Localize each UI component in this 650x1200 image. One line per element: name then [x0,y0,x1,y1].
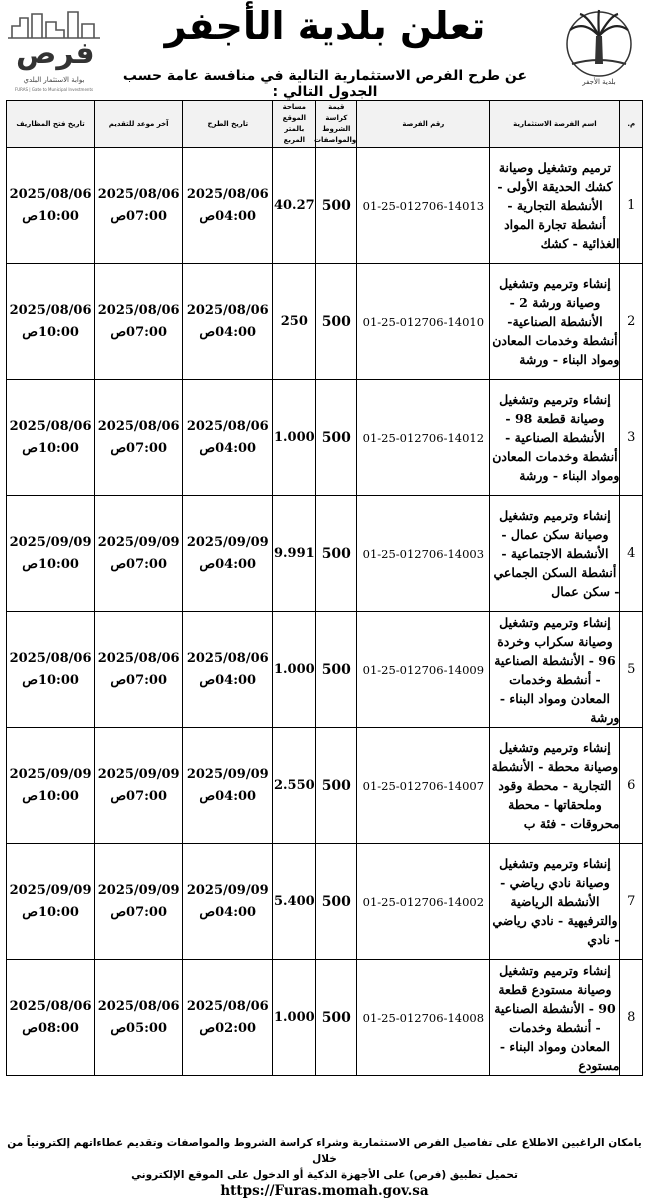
offer-date [183,844,273,960]
deadline-date: 2025/08/06 [97,418,180,434]
table-row [7,380,643,496]
booklet-value: 500 [316,844,357,960]
header-value: قيمة كراسة الشروط والمواصفات [316,101,357,148]
opening-date [7,612,95,728]
deadline-time: 07:00ص [110,208,168,224]
row-index: 4 [620,496,643,612]
offer-date-date: 2025/08/06 [186,302,269,318]
opening-date [7,380,95,496]
row-index: 1 [620,148,643,264]
opportunity-name: إنشاء وترميم وتشغيل وصيانة سكراب وخردة 96 - الأنشطة الصناعية - أنشطة وخدمات المعادن ومواد البناء - ورشة [490,612,620,728]
furas-logo [6,8,102,90]
opening-date [7,844,95,960]
site-area: 250 [273,264,316,380]
offer-date [183,960,273,1076]
opening-date-date: 2025/09/09 [9,766,92,782]
opportunity-code: 01-25-012706-14010 [357,264,490,380]
deadline [95,380,183,496]
site-area: 1.000 [273,612,316,728]
table-row [7,148,643,264]
table-row [7,728,643,844]
table-row [7,264,643,380]
offer-date [183,380,273,496]
opportunity-name: إنشاء وترميم وتشغيل وصيانة محطة - الأنشطة التجارية - محطة وقود وملحقاتها - محطة محروقات - فئة ب [490,728,620,844]
header-deadline: آخر موعد للتقديم [95,101,183,148]
opportunity-name: إنشاء وترميم وتشغيل وصيانة ورشة 2 - الأنشطة الصناعية- أنشطة وخدمات المعادن ومواد البناء - ورشة [490,264,620,380]
header-opening: تاريخ فتح المظاريف [7,101,95,148]
table-row [7,844,643,960]
booklet-value: 500 [316,496,357,612]
site-area: 40.27 [273,148,316,264]
opening-date-time: 10:00ص [22,556,79,572]
opening-date-time: 10:00ص [22,672,79,688]
opening-date-date: 2025/08/06 [9,186,92,202]
deadline [95,496,183,612]
offer-date-time: 04:00ص [199,324,257,340]
palm-tree-icon [554,6,644,78]
deadline-time: 07:00ص [110,788,168,804]
footer-note [6,1135,643,1200]
site-area: 5.400 [273,844,316,960]
booklet-value: 500 [316,728,357,844]
municipality-logo-label: بلدية الأجفر [582,78,616,86]
header-area: مساحة الموقع بالمتر المربع [273,101,316,148]
deadline-date: 2025/08/06 [97,998,180,1014]
offer-date-date: 2025/08/06 [186,186,269,202]
offer-date [183,264,273,380]
opening-date-time: 10:00ص [22,440,79,456]
opening-date-time: 10:00ص [22,208,79,224]
opening-date-time: 08:00ص [22,1020,79,1036]
row-index: 6 [620,728,643,844]
opening-date-date: 2025/08/06 [9,650,92,666]
page-title: تعلن بلدية الأجفر [164,4,486,48]
offer-date-time: 04:00ص [199,208,257,224]
deadline [95,612,183,728]
offer-date-date: 2025/09/09 [186,534,269,550]
table-row [7,960,643,1076]
deadline-time: 05:00ص [110,1020,168,1036]
deadline-date: 2025/09/09 [97,766,180,782]
opportunity-name: إنشاء وترميم وتشغيل وصيانة قطعة 98 - الأنشطة الصناعية - أنشطة وخدمات المعادن ومواد البناء - ورشة [490,380,620,496]
opportunity-name: ترميم وتشغيل وصيانة كشك الحديقة الأولى - الأنشطة التجارية - أنشطة تجارة المواد الغذائية - كشك [490,148,620,264]
deadline-date: 2025/08/06 [97,650,180,666]
offer-date-date: 2025/08/06 [186,998,269,1014]
deadline-date: 2025/09/09 [97,534,180,550]
opening-date [7,264,95,380]
page-subtitle: عن طرح الفرص الاستثمارية التالية في منافسة عامة حسب الجدول التالي : [122,68,528,100]
furas-brand: فرص [16,36,95,71]
opening-date [7,728,95,844]
row-index: 8 [620,960,643,1076]
opportunity-name: إنشاء وترميم وتشغيل وصيانة مستودع قطعة 90 - الأنشطة الصناعية - أنشطة وخدمات المعادن ومواد البناء - مستودع [490,960,620,1076]
furas-portal-label: بوابة الاستثمار البلدي [23,76,85,84]
deadline-time: 07:00ص [110,440,168,456]
furas-website-link[interactable]: https://Furas.momah.gov.sa [220,1183,429,1199]
ad-header [0,0,650,100]
header-index: م. [620,101,643,148]
opportunities-table [6,100,643,1076]
site-area: 1.000 [273,960,316,1076]
opening-date-date: 2025/08/06 [9,302,92,318]
deadline [95,728,183,844]
opportunity-code: 01-25-012706-14003 [357,496,490,612]
offer-date [183,612,273,728]
deadline-date: 2025/09/09 [97,882,180,898]
municipality-logo [554,6,644,90]
opening-date-date: 2025/09/09 [9,534,92,550]
opportunity-code: 01-25-012706-14007 [357,728,490,844]
opportunity-code: 01-25-012706-14009 [357,612,490,728]
offer-date [183,496,273,612]
deadline [95,844,183,960]
footer-line-1: يامكان الراغبين الاطلاع على تفاصيل الفرص الاستثمارية وشراء كراسة الشروط والمواصفات وتقديم عطاءاتهم إلكترونياً من خلال [7,1137,642,1165]
opportunity-code: 01-25-012706-14012 [357,380,490,496]
deadline-time: 07:00ص [110,672,168,688]
opening-date-date: 2025/09/09 [9,882,92,898]
offer-date-date: 2025/09/09 [186,882,269,898]
offer-date-date: 2025/08/06 [186,650,269,666]
offer-date-date: 2025/08/06 [186,418,269,434]
opening-date-time: 10:00ص [22,324,79,340]
opening-date [7,496,95,612]
row-index: 3 [620,380,643,496]
row-index: 5 [620,612,643,728]
opening-date [7,960,95,1076]
offer-date-time: 04:00ص [199,556,257,572]
booklet-value: 500 [316,612,357,728]
deadline-date: 2025/08/06 [97,186,180,202]
opportunity-name: إنشاء وترميم وتشغيل وصيانة سكن عمال - الأنشطة الاجتماعية - أنشطة السكن الجماعي - سكن عمال [490,496,620,612]
row-index: 2 [620,264,643,380]
table-row [7,496,643,612]
header-code: رقم الفرصة [357,101,490,148]
offer-date-time: 04:00ص [199,904,257,920]
deadline [95,960,183,1076]
opening-date [7,148,95,264]
offer-date-time: 04:00ص [199,788,257,804]
site-area: 9.991 [273,496,316,612]
offer-date-date: 2025/09/09 [186,766,269,782]
site-area: 2.550 [273,728,316,844]
footer-line-2: تحميل تطبيق (فرص) على الأجهزة الذكية أو الدخول على الموقع الإلكتروني [131,1169,518,1181]
opening-date-time: 10:00ص [22,788,79,804]
opening-date-time: 10:00ص [22,904,79,920]
opportunity-name: إنشاء وترميم وتشغيل وصيانة نادي رياضي - الأنشطة الرياضية والترفيهية - نادي رياضي - نادي [490,844,620,960]
booklet-value: 500 [316,148,357,264]
opening-date-date: 2025/08/06 [9,418,92,434]
deadline-date: 2025/08/06 [97,302,180,318]
opportunity-code: 01-25-012706-14002 [357,844,490,960]
opportunity-code: 01-25-012706-14013 [357,148,490,264]
offer-date [183,148,273,264]
deadline [95,148,183,264]
table-header-row [7,101,643,148]
furas-english-label: FURAS | Gate to Municipal Investments [14,87,94,92]
booklet-value: 500 [316,380,357,496]
deadline-time: 07:00ص [110,324,168,340]
offer-date-time: 02:00ص [199,1020,257,1036]
table-row [7,612,643,728]
opening-date-date: 2025/08/06 [9,998,92,1014]
deadline-time: 07:00ص [110,556,168,572]
header-name: اسم الفرصة الاستثمارية [490,101,620,148]
opportunity-code: 01-25-012706-14008 [357,960,490,1076]
deadline [95,264,183,380]
row-index: 7 [620,844,643,960]
header-offer-date: تاريخ الطرح [183,101,273,148]
booklet-value: 500 [316,960,357,1076]
site-area: 1.000 [273,380,316,496]
offer-date-time: 04:00ص [199,672,257,688]
booklet-value: 500 [316,264,357,380]
offer-date [183,728,273,844]
offer-date-time: 04:00ص [199,440,257,456]
deadline-time: 07:00ص [110,904,168,920]
